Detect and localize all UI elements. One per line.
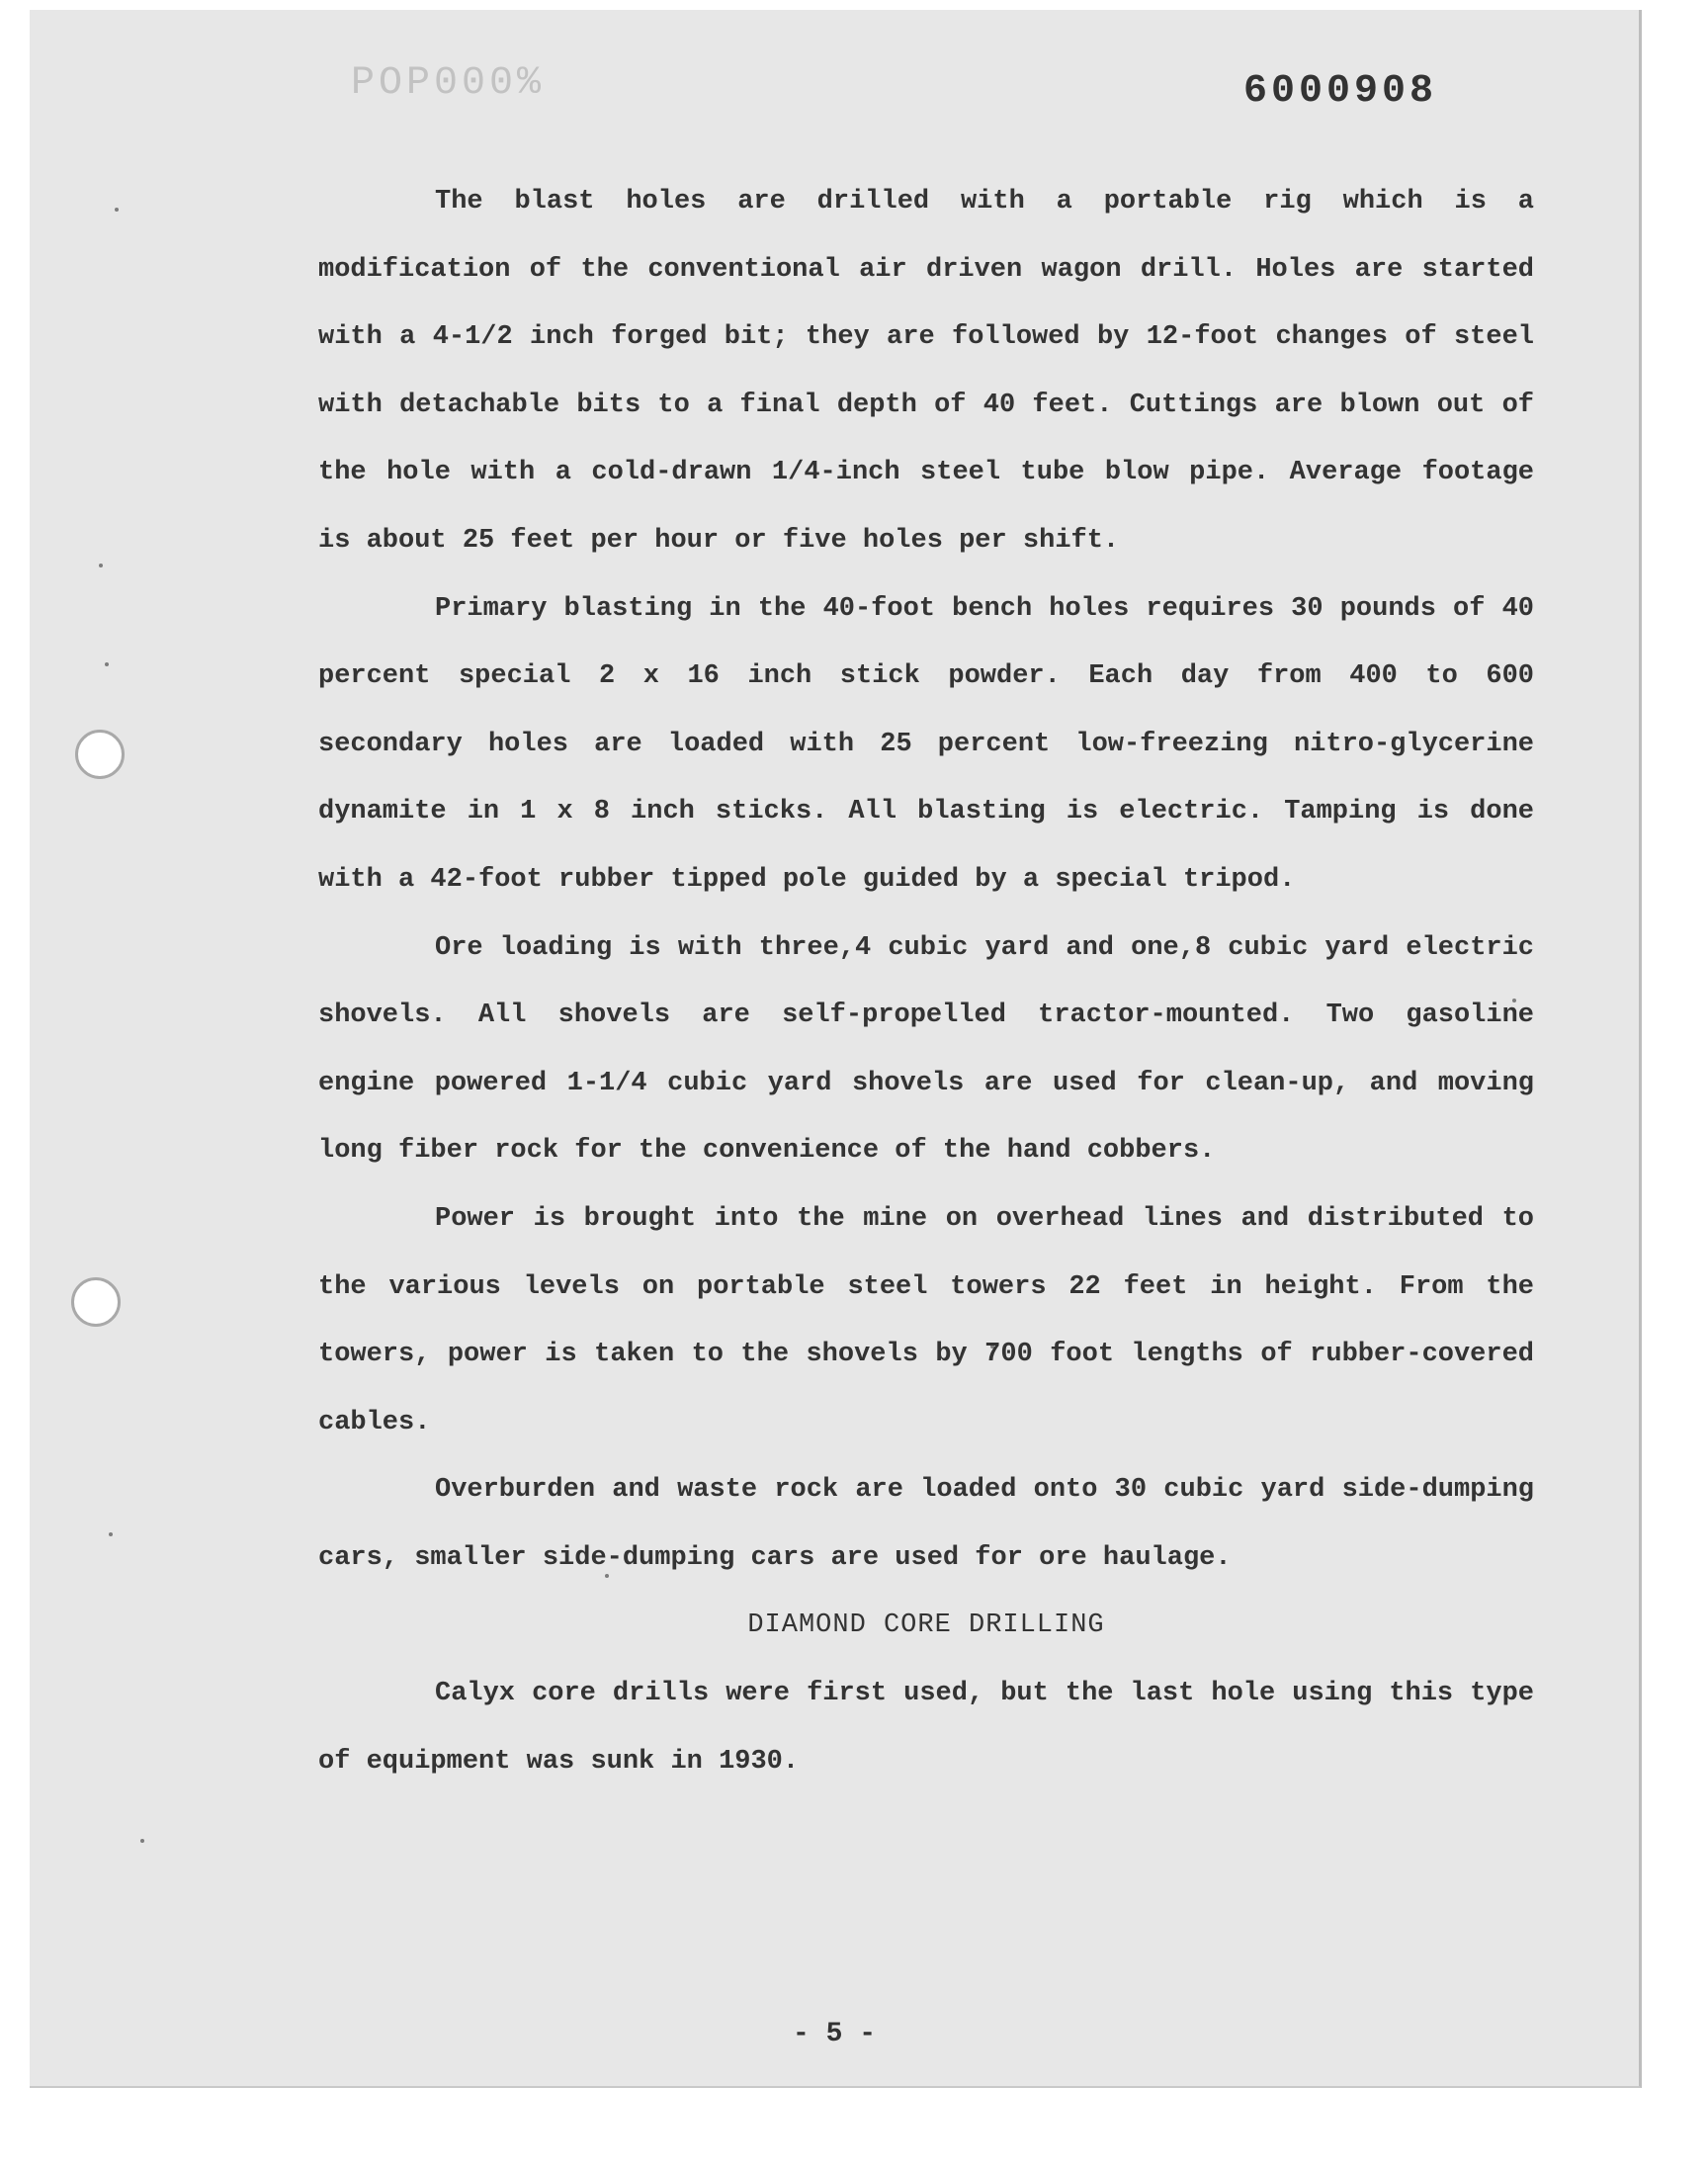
document-body	[318, 168, 1534, 1795]
document-page	[30, 10, 1642, 2088]
section-heading: DIAMOND CORE DRILLING	[747, 1610, 1105, 1641]
paragraph-power: Power is brought into the mine on overhead lines and distributed to the various levels on portable steel towers 22 feet in height. From the towers, power is taken to the shovels by 700 foot lengths of rubber-covered cables.	[318, 1203, 1534, 1437]
document-control-number: 6000908	[1243, 69, 1438, 114]
paragraph-core-drills: Calyx core drills were first used, but the last hole using this type of equipment was sunk in 1930.	[318, 1679, 1534, 1777]
page-number: - 5 -	[792, 2019, 876, 2049]
binder-hole-upper	[75, 730, 125, 779]
paper-speck	[105, 662, 109, 666]
paper-speck	[109, 1532, 113, 1536]
faded-stamp-number: POP000%	[351, 61, 546, 106]
paper-speck	[99, 564, 103, 567]
paper-speck	[115, 208, 119, 212]
paragraph-primary-blasting: Primary blasting in the 40-foot bench holes requires 30 pounds of 40 percent special 2 x 16 inch stick powder. Each day from 400 to 600 secondary holes are loaded with 25 percent low-freezing nitro-glycerine dynamite in 1 x 8 inch sticks. All blasting is electric. Tamping is done with a 42-foot rubber tipped pole guided by a special tripod.	[318, 593, 1534, 895]
paragraph-ore-loading: Ore loading is with three,4 cubic yard and one,8 cubic yard electric shovels. All shovels are self-propelled tractor-mounted. Two gasoline engine powered 1-1/4 cubic yard shovels are used for clean-up, and moving long fiber rock for the convenience of the hand cobbers.	[318, 932, 1534, 1167]
paragraph-overburden: Overburden and waste rock are loaded onto 30 cubic yard side-dumping cars, smaller side-dumping cars are used for ore haulage.	[318, 1475, 1534, 1573]
binder-hole-lower	[71, 1277, 121, 1327]
paragraph-blast-holes: The blast holes are drilled with a portable rig which is a modification of the conventional air driven wagon drill. Holes are started with a 4-1/2 inch forged bit; they are followed by 12-foot changes of steel with detachable bits to a final depth of 40 feet. Cuttings are blown out of the hole with a cold-drawn 1/4-inch steel tube blow pipe. Average footage is about 25 feet per hour or five holes per shift.	[318, 187, 1534, 556]
paper-speck	[140, 1839, 144, 1843]
